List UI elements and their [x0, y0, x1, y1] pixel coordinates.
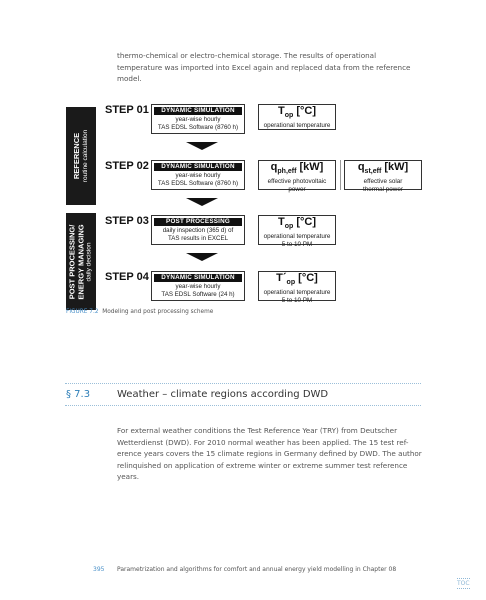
page-number: 395 — [93, 566, 105, 573]
body-paragraph: For external weather conditions the Test Reference Year (TRY) from Deutscher Wetterdienst (DWD). For 2010 normal weather has been applied. The 15 test ref-erence years covers the 15 climate regions in Germany defined by DWD. The author relinquished on application of extreme winter or extreme summer test reference years. — [117, 426, 422, 481]
result-3-sub: op — [284, 223, 294, 231]
down-arrow-1 — [186, 142, 218, 150]
step-01-title: DYNAMIC SIMULATION — [154, 107, 242, 115]
result-pv-sub: ph,eff — [277, 168, 297, 176]
step-03-box — [151, 215, 245, 245]
result-3-unit: [°C] — [293, 216, 317, 228]
figure-number: FIGURE 7.2 — [66, 309, 99, 315]
step-04-line1: year-wise hourly — [175, 283, 221, 290]
intro-paragraph: thermo-chemical or electro-chemical storage. The results of operational temperature was imported into Excel again and replaced data from the reference model. — [117, 51, 411, 83]
section-bottom-rule — [65, 405, 421, 406]
result-st-desc1: effective solar — [363, 178, 403, 186]
reference-sidebar — [66, 107, 96, 205]
result-solar-thermal — [344, 160, 422, 193]
post-processing-sublabel: daily decision — [85, 241, 93, 282]
result-4-sub: op — [286, 279, 296, 287]
step-04-line2: TAS EDSL Software (24 h) — [161, 290, 235, 298]
step-03-line2: TAS results in EXCEL — [167, 234, 229, 242]
toc-link[interactable]: TOC — [457, 580, 470, 587]
result-st-symbol: q — [357, 161, 365, 173]
step-03-title: POST PROCESSING — [154, 218, 242, 226]
down-arrow-2 — [186, 198, 218, 206]
result-pv-desc2: power — [288, 185, 306, 193]
result-top-1-desc: operational temperature — [263, 122, 331, 130]
result-step-03 — [258, 215, 336, 248]
result-top-1 — [258, 104, 336, 130]
result-4-symbol: T´ — [276, 272, 287, 284]
result-4-desc1: operational temperature — [263, 289, 331, 297]
result-pv-symbol: q — [270, 161, 278, 173]
post-processing-sidebar — [66, 213, 96, 310]
step-01-box — [151, 104, 245, 134]
step-04-title: DYNAMIC SIMULATION — [154, 274, 242, 282]
step-03-line1: daily inspection (365 d) of — [162, 227, 234, 234]
post-processing-label: POST PROCESSING/ — [67, 224, 77, 299]
reference-label: REFERENCE — [71, 132, 81, 180]
step-01-line2: TAS EDSL Software (8760 h) — [157, 123, 239, 131]
section-top-rule — [65, 383, 421, 384]
result-top-1-symbol: T — [277, 105, 285, 117]
result-st-unit: [kW] — [381, 161, 409, 173]
result-3-symbol: T — [277, 216, 285, 228]
result-3-desc1: operational temperature — [263, 233, 331, 241]
result-4-desc2: 5 to 10 PM — [281, 296, 313, 304]
section-number: § 7.3 — [66, 389, 91, 400]
step-01-line1: year-wise hourly — [175, 116, 221, 123]
result-st-sub: st,eff — [364, 168, 382, 176]
step-02-box — [151, 160, 245, 190]
result-pv-unit: [kW] — [296, 161, 324, 173]
result-top-1-sub: op — [284, 112, 294, 120]
step-03-label: STEP 03 — [105, 215, 149, 227]
result-pv-desc1: effective photovoltaic — [267, 178, 327, 186]
step-01-label: STEP 01 — [105, 104, 149, 116]
section-title: Weather – climate regions according DWD — [117, 389, 329, 400]
running-footer: Parametrization and algorithms for comfort and annual energy yield modelling in Chapter 08 — [117, 566, 397, 573]
step-02-title: DYNAMIC SIMULATION — [154, 163, 242, 171]
figure-caption — [66, 309, 213, 315]
step-04-label: STEP 04 — [105, 271, 149, 283]
figure-caption-text: Modeling and post processing scheme — [102, 309, 214, 315]
step-02-line1: year-wise hourly — [175, 172, 221, 179]
result-st-desc2: thermal power — [363, 185, 403, 193]
result-4-unit: [°C] — [295, 272, 318, 284]
step-04-box — [151, 271, 245, 301]
step-02-line2: TAS EDSL Software (8760 h) — [157, 179, 239, 187]
result-photovoltaic — [258, 160, 336, 193]
down-arrow-3 — [186, 253, 218, 261]
reference-sublabel: routine calculation — [81, 129, 89, 183]
result-divider — [340, 160, 341, 190]
result-top-1-unit: [°C] — [293, 105, 317, 117]
energy-managing-label: ENERGY MANAGING — [76, 223, 85, 300]
result-3-desc2: 5 to 10 PM — [281, 240, 313, 248]
result-step-04 — [258, 271, 336, 304]
step-02-label: STEP 02 — [105, 160, 149, 172]
